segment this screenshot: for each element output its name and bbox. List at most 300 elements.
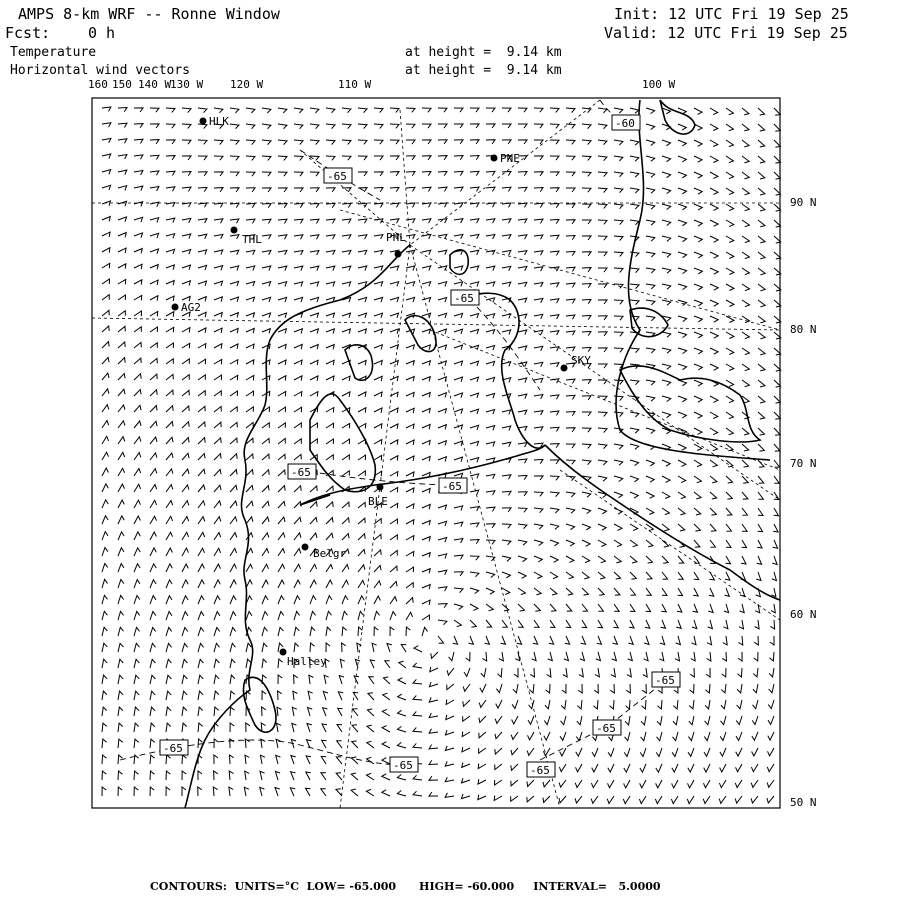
wind-barb <box>422 440 430 445</box>
wind-barb <box>438 554 447 559</box>
wind-barb <box>422 203 431 207</box>
wind-barb <box>678 220 687 226</box>
wind-barb <box>758 460 764 467</box>
wind-barb <box>463 716 470 721</box>
wind-barb <box>390 566 397 572</box>
wind-barb <box>438 457 446 462</box>
wind-barb <box>150 218 159 223</box>
wind-barb <box>454 266 463 271</box>
wind-barb <box>214 596 220 604</box>
wind-barb <box>422 393 430 398</box>
wind-barb <box>502 508 511 512</box>
wind-barb <box>454 234 463 239</box>
wind-barb <box>708 620 713 629</box>
wind-barb <box>502 124 511 128</box>
wind-barb <box>614 604 619 611</box>
wind-barb <box>518 556 527 562</box>
wind-barb <box>278 423 285 428</box>
wind-barb <box>758 412 765 419</box>
wind-barb <box>118 405 125 412</box>
wind-barb <box>230 250 239 255</box>
wind-barb <box>198 406 205 412</box>
wind-barb <box>582 347 591 351</box>
wind-barb <box>422 627 428 636</box>
wind-barb <box>703 796 710 804</box>
wind-barb <box>230 360 238 365</box>
wind-barb <box>767 764 774 772</box>
wind-barb <box>447 668 454 675</box>
wind-barb <box>662 572 668 579</box>
wind-barb <box>326 360 334 365</box>
wind-barb <box>278 172 287 176</box>
wind-barb <box>534 314 543 319</box>
wind-barb <box>582 444 591 448</box>
wind-barb <box>342 235 351 239</box>
wind-barb <box>438 521 447 526</box>
wind-barb <box>710 492 717 499</box>
wind-barb <box>382 790 390 796</box>
wind-barb <box>518 108 527 112</box>
wind-barb <box>566 315 575 319</box>
wind-barb <box>550 283 559 287</box>
wind-barb <box>470 588 479 594</box>
wind-barb <box>566 299 575 303</box>
wind-barb <box>625 716 630 725</box>
wind-barb <box>547 668 551 677</box>
wind-barb <box>102 357 109 364</box>
wind-barb <box>678 524 685 531</box>
wind-barb <box>726 364 734 371</box>
wind-barb <box>751 796 758 803</box>
wind-barb <box>562 684 566 693</box>
wind-barb <box>736 748 742 756</box>
wind-barb <box>678 380 687 386</box>
station-dot <box>172 304 179 311</box>
wind-barb <box>591 780 598 788</box>
wind-barb <box>230 643 235 652</box>
lat-label: 60 N <box>790 608 817 621</box>
wind-barb <box>102 452 109 460</box>
wind-barb <box>214 533 221 541</box>
wind-barb <box>182 675 187 684</box>
wind-barb <box>134 469 141 477</box>
wind-barb <box>630 380 639 385</box>
wind-barb <box>422 266 431 271</box>
wind-barb <box>550 315 559 320</box>
wind-barb <box>422 488 430 493</box>
wind-barb <box>454 361 463 366</box>
wind-barb <box>182 612 188 620</box>
wind-barb <box>518 282 527 287</box>
wind-barb <box>358 124 367 129</box>
wind-barb <box>166 234 175 239</box>
wind-barb <box>478 764 486 769</box>
wind-barb <box>694 428 702 434</box>
lon-label: 160 <box>88 78 108 91</box>
wind-barb <box>662 156 671 162</box>
wind-barb <box>662 508 670 515</box>
wind-barb <box>134 548 140 556</box>
wind-barb <box>656 748 662 757</box>
wind-barb <box>326 455 333 460</box>
wind-barb <box>102 707 107 716</box>
wind-barb <box>374 140 383 144</box>
wind-barb <box>422 140 431 144</box>
wind-barb <box>150 643 156 652</box>
wind-barb <box>470 124 479 128</box>
wind-barb <box>118 311 125 316</box>
wind-barb <box>278 140 287 145</box>
wind-barb <box>382 742 390 748</box>
wind-barb <box>342 565 349 572</box>
wind-barb <box>690 668 694 677</box>
wind-barb <box>518 443 527 448</box>
wind-barb <box>246 328 254 333</box>
wind-barb <box>390 124 399 128</box>
wind-barb <box>430 667 438 672</box>
wind-barb <box>326 518 333 524</box>
wind-barb <box>230 313 238 318</box>
wind-barb <box>710 140 718 147</box>
wind-barb <box>534 298 543 303</box>
wind-barb <box>518 604 525 611</box>
contour-value-box <box>451 290 479 305</box>
wind-barb <box>661 604 666 612</box>
wind-barb <box>566 204 575 208</box>
wind-barb <box>438 345 447 350</box>
contour-value-box <box>527 762 555 777</box>
wind-barb <box>358 250 367 255</box>
wind-barb <box>582 299 591 303</box>
wind-barb <box>182 755 186 764</box>
wind-barb <box>102 263 110 268</box>
wind-barb <box>641 716 646 725</box>
wind-barb <box>429 713 438 718</box>
wind-barb <box>758 108 765 115</box>
wind-barb <box>166 627 172 636</box>
wind-barb <box>643 668 647 677</box>
wind-barb <box>150 453 157 460</box>
wind-barb <box>166 755 171 764</box>
wind-barb <box>630 220 639 225</box>
wind-barb <box>390 140 399 144</box>
wind-barb <box>214 564 221 572</box>
wind-barb <box>774 460 780 467</box>
wind-barb <box>534 140 543 144</box>
wind-vector-field <box>102 107 781 804</box>
wind-barb <box>758 380 765 387</box>
wind-barb <box>326 439 334 444</box>
wind-barb <box>581 636 586 644</box>
wind-barb <box>550 411 559 415</box>
wind-barb <box>326 376 334 381</box>
wind-barb <box>754 652 758 661</box>
wind-barb <box>118 389 125 396</box>
wind-barb <box>742 204 749 211</box>
wind-barb <box>646 556 653 563</box>
wind-barb <box>662 220 671 226</box>
wind-barb <box>390 329 399 334</box>
wind-barb <box>461 794 470 799</box>
wind-barb <box>310 172 319 176</box>
wind-barb <box>678 572 683 579</box>
wind-barb <box>662 364 671 369</box>
station-dot <box>395 251 402 258</box>
wind-barb <box>358 313 367 318</box>
wind-barb <box>166 723 171 732</box>
wind-barb <box>134 186 143 191</box>
wind-barb <box>134 516 140 524</box>
wind-barb <box>306 772 311 780</box>
wind-barb <box>646 572 652 579</box>
wind-barb <box>726 140 734 147</box>
wind-barb <box>662 524 669 531</box>
wind-barb <box>390 376 398 381</box>
wind-barb <box>382 726 390 732</box>
coastlines <box>185 100 780 808</box>
wind-barb <box>710 252 718 258</box>
wind-barb <box>322 724 327 732</box>
wind-barb <box>479 716 486 723</box>
wind-barb <box>406 108 415 112</box>
wind-barb <box>692 620 697 629</box>
wind-barb <box>742 540 747 548</box>
wind-barb <box>614 460 623 465</box>
wind-barb <box>462 732 470 737</box>
wind-barb <box>721 684 726 693</box>
wind-barb <box>550 299 559 303</box>
wind-barb <box>294 423 301 428</box>
wind-barb <box>198 485 205 492</box>
wind-barb <box>406 297 415 302</box>
wind-barb <box>548 652 553 661</box>
wind-barb <box>118 186 127 191</box>
wind-barb <box>246 485 253 492</box>
wind-barb <box>406 187 415 191</box>
wind-barb <box>230 533 237 540</box>
wind-barb <box>182 328 190 333</box>
wind-barb <box>479 700 486 707</box>
wind-barb <box>310 266 319 271</box>
wind-barb <box>438 636 444 643</box>
wind-barb <box>406 583 413 588</box>
wind-barb <box>214 438 221 444</box>
wind-barb <box>454 572 463 576</box>
temperature-contours <box>120 100 665 765</box>
wind-barb <box>598 444 607 449</box>
wind-barb <box>166 218 175 223</box>
wind-barb <box>198 707 203 716</box>
wind-barb <box>496 700 502 708</box>
wind-barb <box>659 652 664 661</box>
wind-barb <box>438 361 446 366</box>
wind-barb <box>166 596 172 604</box>
wind-barb <box>550 620 555 628</box>
wind-barb <box>630 492 638 498</box>
wind-barb <box>118 437 125 444</box>
wind-barb <box>566 331 575 335</box>
wind-barb <box>374 565 381 572</box>
wind-barb <box>768 700 774 709</box>
wind-barb <box>646 540 653 547</box>
wind-barb <box>413 696 422 701</box>
wind-barb <box>102 627 107 636</box>
wind-barb <box>694 140 702 146</box>
wind-barb <box>742 316 750 323</box>
wind-barb <box>454 203 463 207</box>
wind-barb <box>534 556 542 562</box>
wind-barb <box>278 188 287 192</box>
wind-barb <box>438 250 447 255</box>
wind-barb <box>550 460 559 464</box>
wind-barb <box>630 172 639 177</box>
wind-barb <box>630 108 639 113</box>
wind-barb <box>278 470 285 476</box>
wind-barb <box>374 108 383 113</box>
lat-label: 50 N <box>790 796 817 809</box>
wind-barb <box>550 219 559 223</box>
wind-barb <box>118 233 126 238</box>
wind-barb <box>166 422 173 429</box>
wind-barb <box>724 604 729 613</box>
wind-barb <box>387 644 392 653</box>
wind-barb <box>726 172 734 179</box>
wind-barb <box>244 787 249 796</box>
wind-barb <box>710 188 718 194</box>
wind-barb <box>566 556 574 562</box>
wind-barb <box>367 709 374 716</box>
wind-barb <box>262 313 271 318</box>
wind-barb <box>262 486 269 492</box>
wind-barb <box>737 700 742 709</box>
wind-barb <box>501 636 506 644</box>
wind-barb <box>134 611 140 620</box>
wind-barb <box>326 188 335 192</box>
wind-barb <box>758 124 765 131</box>
wind-barb <box>678 300 687 306</box>
wind-barb <box>550 395 559 399</box>
wind-barb <box>182 501 189 508</box>
wind-barb <box>614 588 620 595</box>
wind-barb <box>614 412 623 417</box>
wind-barb <box>230 470 237 476</box>
wind-barb <box>502 475 511 479</box>
wind-barb <box>118 342 125 348</box>
wind-barb <box>518 620 523 627</box>
wind-barb <box>582 588 588 595</box>
wind-barb <box>566 524 575 530</box>
wind-barb <box>694 412 702 418</box>
contour-value-box <box>324 168 352 183</box>
wind-barb <box>592 748 598 756</box>
wind-barb <box>752 716 758 725</box>
wind-barb <box>198 723 203 732</box>
wind-barb <box>708 604 713 613</box>
wind-barb <box>486 491 495 495</box>
wind-barb <box>758 252 765 259</box>
wind-barb <box>230 375 238 380</box>
wind-barb <box>598 252 607 256</box>
wind-barb <box>134 124 143 128</box>
lon-label: 150 <box>112 78 132 91</box>
wind-barb <box>390 297 399 302</box>
wind-barb <box>260 787 265 796</box>
wind-barb <box>582 204 591 208</box>
wind-barb <box>342 611 347 620</box>
wind-barb <box>662 556 668 563</box>
wind-barb <box>431 652 438 658</box>
wind-barb <box>518 572 526 578</box>
wind-barb <box>374 345 382 350</box>
wind-barb <box>486 108 495 112</box>
wind-barb <box>102 295 109 300</box>
wind-barb <box>725 588 730 596</box>
wind-barb <box>454 108 463 112</box>
wind-barb <box>582 556 590 563</box>
wind-barb <box>742 300 750 307</box>
wind-barb <box>246 204 255 208</box>
wind-barb <box>374 235 383 239</box>
wind-barb <box>774 508 779 516</box>
wind-barb <box>751 780 758 787</box>
wind-barb <box>326 502 333 508</box>
wind-barb <box>230 596 236 604</box>
wind-barb <box>742 284 750 291</box>
wind-barb <box>741 556 746 564</box>
wind-barb <box>710 540 716 547</box>
wind-barb <box>214 454 221 460</box>
wind-barb <box>278 612 284 621</box>
wind-barb <box>278 596 284 604</box>
low-label: LOW= <box>306 880 346 893</box>
wind-barb <box>406 156 415 160</box>
wind-barb <box>198 691 203 700</box>
wind-barb <box>438 620 447 625</box>
wind-barb <box>294 108 303 113</box>
wind-barb <box>614 524 622 530</box>
wind-barb <box>582 156 591 160</box>
wind-barb <box>726 428 733 435</box>
wind-barb <box>374 424 382 429</box>
wind-barb <box>413 775 422 780</box>
wind-barb <box>150 787 154 796</box>
wind-barb <box>598 220 607 224</box>
wind-barb <box>372 643 377 652</box>
wind-barb <box>134 108 143 112</box>
wind-barb <box>230 235 239 239</box>
wind-barb <box>486 140 495 144</box>
wind-barb <box>342 250 351 255</box>
wind-barb <box>166 249 175 254</box>
wind-barb <box>358 156 367 160</box>
wind-barb <box>608 748 614 756</box>
wind-barb <box>336 789 342 796</box>
wind-barb <box>438 377 446 382</box>
wind-barb <box>598 204 607 208</box>
wind-barb <box>494 796 502 801</box>
wind-barb <box>166 108 175 112</box>
wind-barb <box>278 627 283 636</box>
wind-barb <box>310 439 317 444</box>
wind-barb <box>118 739 123 748</box>
wind-barb <box>118 595 124 604</box>
wind-barb <box>150 485 157 493</box>
wind-barb <box>358 282 367 287</box>
wind-barb <box>134 390 141 397</box>
wind-barb <box>502 524 511 528</box>
wind-barb <box>406 472 414 477</box>
wind-barb <box>726 556 731 564</box>
